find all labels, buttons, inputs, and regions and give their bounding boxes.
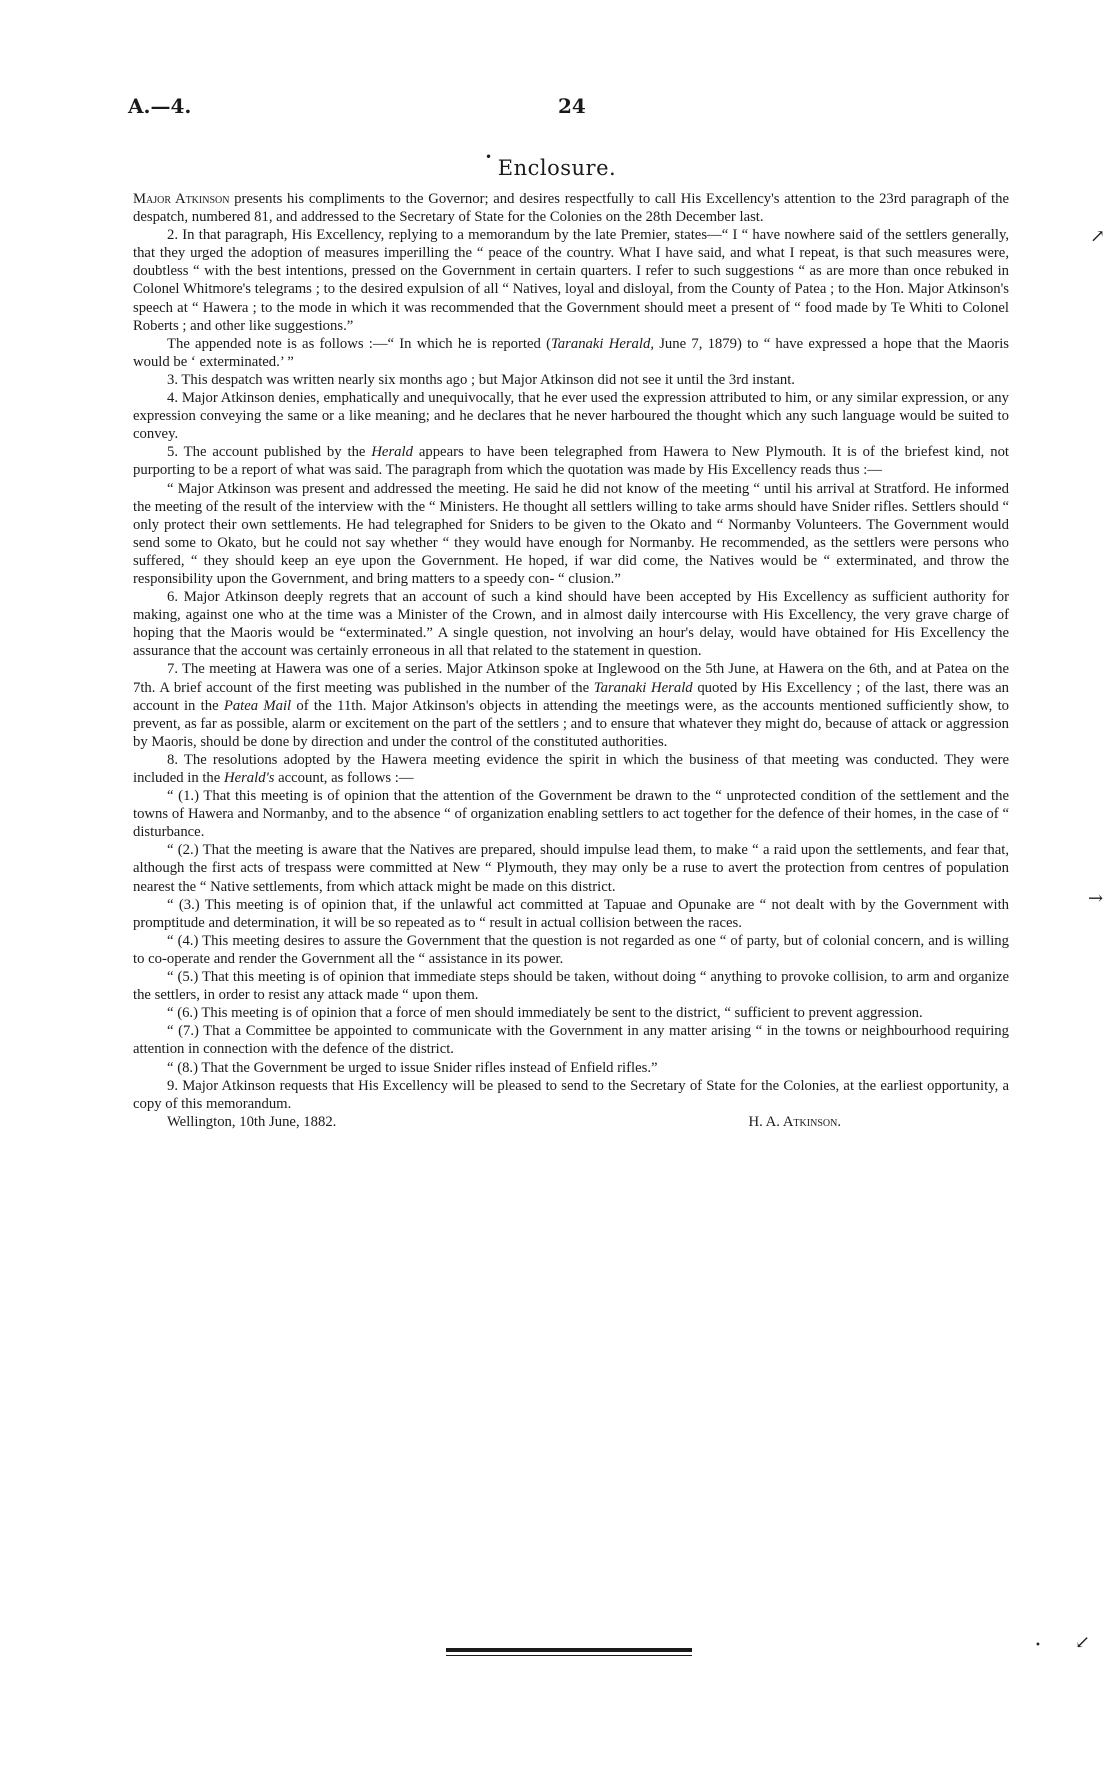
closing-rule (446, 1648, 692, 1652)
page-number: 24 (558, 94, 586, 118)
closing-rule-thin (446, 1655, 692, 1656)
document-body (133, 190, 1009, 1131)
paragraph-5: 5. The account published by the Herald appears to have been telegraphed from Hawera to New Plymouth. It is of the briefest kind, not purporting to be a report of what was said. The paragraph from which the quotation was made by His Excellency reads thus :— (133, 444, 1009, 479)
paragraph-8: 8. The resolutions adopted by the Hawera meeting evidence the spirit in which the business of that meeting was conducted. They were included in the Herald's account, as follows :— (133, 751, 1009, 786)
paragraph-4: 4. Major Atkinson denies, emphatically and unequivocally, that he ever used the expression attributed to him, or any similar expression, or any expression conveying the same or a like meaning; and he declares that he never harboured the thought which any such language would be suited to convey. (133, 390, 1009, 443)
paragraph-2: 2. In that paragraph, His Excellency, replying to a memorandum by the late Premier, states—“ I “ have nowhere said of the settlers generally, that they urged the adoption of measures imperilling the “ peace of the country. What I have said, and what I repeat, is that such measures were, doubtless “ with the best intentions, pressed on the Government in certain quarters. I refer to such suggestions “ as are more than once rebuked in Colonel Whitmore's telegrams ; to the desired expulsion of all “ Natives, loyal and disloyal, from the County of Patea ; to the Hon. Major Atkinson's speech at “ Hawera ; to the mode in which it was recommended that the Government should meet a present of “ food made by Te Whiti to Colonel Roberts ; and other like suggestions.” (133, 227, 1009, 334)
author-name: Major Atkinson (133, 191, 230, 207)
paragraph-5-quote: “ Major Atkinson was present and addressed the meeting. He said he did not know of the meeting “ until his arrival at Stratford. He informed the meeting of the result of the interview with the “ Ministers. He thought all settlers willing to take arms should have Snider rifles. Settlers should “ only protect their own settlements. He had telegraphed for Sniders to be given to the Okato and “ Normanby Volunteers. The Government would send some to Okato, but he could not say whether “ they would have enough for Normanby. He recommended, as the settlers were persons who suffered, “ they should keep an eye upon the Government. He hoped, if war did come, the Natives would be “ exterminated, and throw the responsibility upon the Government, and bring matters to a speedy con- “ clusion.” (133, 480, 1009, 587)
resolution-4: “ (4.) This meeting desires to assure the Government that the question is not regarded as one “ of party, but of colonial concern, and is willing to co-operate and render the Government all the “ assistance in its power. (133, 932, 1009, 967)
document-code: A.—4. (128, 94, 192, 118)
resolution-7: “ (7.) That a Committee be appointed to communicate with the Government in any matter arising “ in the towns or neighbourhood requiring attention in connection with the defence of the district. (133, 1023, 1009, 1058)
dot-mark: • (1035, 1640, 1041, 1651)
margin-mark-icon: ↙ (1075, 1632, 1091, 1653)
resolution-2: “ (2.) That the meeting is aware that the Natives are prepared, should impulse lead them, to make “ a raid upon the settlements, and fear that, although the first acts of trespass were committed at New “ Plymouth, they may only be a ruse to avert the protection from centres of population nearest the “ Native settlements, from which attack might be made on this district. (133, 842, 1009, 895)
margin-mark-icon: → (1088, 888, 1104, 909)
resolution-6: “ (6.) This meeting is of opinion that a force of men should immediately be sent to the district, “ sufficient to prevent aggression. (167, 1005, 923, 1022)
paragraph-7: 7. The meeting at Hawera was one of a series. Major Atkinson spoke at Inglewood on the 5th June, at Hawera on the 6th, and at Patea on the 7th. A brief account of the first meeting was published in the number of the Taranaki Herald quoted by His Excellency ; of the last, there was an account in the Patea Mail of the 11th. Major Atkinson's objects in attending the meetings were, as the accounts mentioned sufficiently show, to prevent, as far as possible, alarm or excitement on the part of the settlers ; and to ensure that whatever they might do, because of attack or aggression by Maoris, should be done by direction and under the control of the constituted authorities. (133, 661, 1009, 750)
dot-mark: • (485, 150, 493, 164)
page-title: Enclosure. (497, 156, 617, 180)
paragraph-6: 6. Major Atkinson deeply regrets that an account of such a kind should have been accepted by His Excellency as sufficient authority for making, against one who at the time was a Minister of the Crown, and in almost daily intercourse with His Excellency, the very grave charge of hoping that the Maoris would be “exterminated.” A single question, not involving an hour's delay, would have obtained for His Excellency the assurance that the account was certainly erroneous in all that related to the statement in question. (133, 589, 1009, 660)
resolution-3: “ (3.) This meeting is of opinion that, if the unlawful act committed at Tapuae and Opunake are “ not dealt with by the Government with promptitude and determination, it will be so repeated as to “ result in actual collision between the races. (133, 896, 1009, 931)
closing-line (133, 1113, 1009, 1131)
resolution-1: “ (1.) That this meeting is of opinion that the attention of the Government be drawn to the “ unprotected condition of the settlement and the towns of Hawera and Normanby, and to the absence “ of organization enabling settlers to act together for the defence of their homes, in the case of “ disturbance. (133, 788, 1009, 841)
page-header (128, 94, 1004, 124)
paragraph-1: Major Atkinson presents his compliments to the Governor; and desires respectfully to call His Excellency's attention to the 23rd paragraph of the despatch, numbered 81, and addressed to the Secretary of State for the Colonies on the 28th December last. (133, 191, 1010, 226)
paragraph-3: 3. This despatch was written nearly six months ago ; but Major Atkinson did not see it until the 3rd instant. (167, 371, 795, 388)
signature: H. A. Atkinson. (748, 1113, 841, 1130)
resolution-8: “ (8.) That the Government be urged to issue Snider rifles instead of Enfield rifles.” (167, 1059, 658, 1076)
margin-mark-icon: ↗ (1090, 226, 1106, 247)
resolution-5: “ (5.) That this meeting is of opinion that immediate steps should be taken, without doing “ anything to provoke collision, to arm and organize the settlers, in order to resist any attack made “ upon them. (133, 969, 1009, 1004)
paragraph-2-note: The appended note is as follows :—“ In which he is reported (Taranaki Herald, June 7, 1879) to “ have expressed a hope that the Maoris would be ‘ exterminated.’ ” (133, 335, 1010, 370)
place-date: Wellington, 10th June, 1882. (167, 1113, 337, 1130)
paragraph-9: 9. Major Atkinson requests that His Excellency will be pleased to send to the Secretary of State for the Colonies, at the earliest opportunity, a copy of this memorandum. (133, 1077, 1009, 1112)
